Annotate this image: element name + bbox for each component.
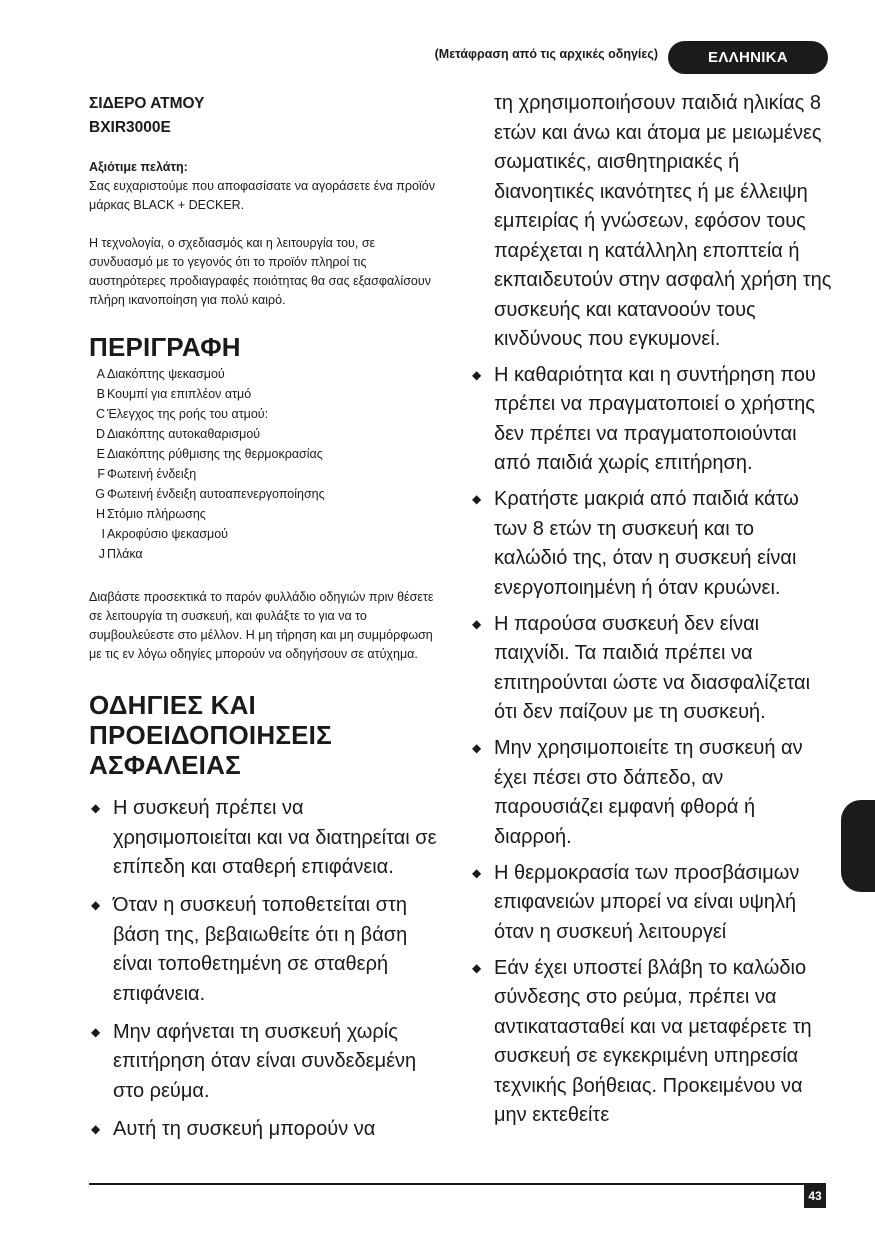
- part-letter: D: [95, 427, 105, 441]
- part-label: Φωτεινή ένδειξη: [107, 467, 197, 481]
- part-letter: G: [95, 487, 105, 501]
- part-label: Πλάκα: [107, 547, 143, 561]
- safety-item-text: Η θερμοκρασία των προσβάσιμων επιφανειών μπορεί να είναι υψηλή όταν η συσκευή λειτουργεί: [494, 861, 800, 943]
- safety-item: [89, 891, 439, 1009]
- salutation: Αξιότιμε πελάτη:: [89, 160, 188, 174]
- safety-item: [470, 361, 832, 479]
- part-letter: E: [96, 447, 105, 461]
- safety-item-text: Μην αφήνεται τη συσκευή χωρίς επιτήρηση όταν είναι συνδεδεμένη στο ρεύμα.: [113, 1020, 417, 1102]
- safety-item-text: Εάν έχει υποστεί βλάβη το καλώδιο σύνδεσης στο ρεύμα, πρέπει να αντικατασταθεί και να μεταφέρετε τη συσκευή σε εγκεκριμένη υπηρεσία τεχνικής βοήθειας. Προκειμένου να μην εκτεθείτε: [494, 956, 812, 1126]
- safety-item: [89, 794, 439, 883]
- diamond-bullet-icon: ◆: [472, 492, 482, 506]
- right-column: [470, 89, 832, 1137]
- safety-list-right: [470, 361, 832, 1131]
- safety-item: [470, 610, 832, 728]
- part-item: [89, 504, 439, 524]
- intro-technology: Η τεχνολογία, ο σχεδιασμός και η λειτουργία του, σε συνδυασμό με το γεγονός ότι το προϊόν πληροί τις αυστηρότερες προδιαγραφές ποιότητας θα σας εξασφαλίσουν πλήρη ικανοποίηση για πολύ καιρό.: [89, 236, 431, 307]
- part-label: Ακροφύσιο ψεκασμού: [107, 527, 229, 541]
- part-item: [89, 384, 439, 404]
- diamond-bullet-icon: ◆: [91, 1121, 101, 1136]
- diamond-bullet-icon: ◆: [472, 367, 482, 382]
- part-letter: B: [96, 387, 105, 401]
- safety-item-text: Η καθαριότητα και η συντήρηση που πρέπει να πραγματοποιεί ο χρήστης δεν πρέπει να πραγματοποιούνται από παιδιά χωρίς επιτήρηση.: [494, 363, 816, 474]
- description-parts-list: [89, 364, 439, 564]
- product-model: BXIR3000E: [89, 119, 171, 136]
- part-item: [89, 464, 439, 484]
- diamond-bullet-icon: ◆: [472, 741, 482, 755]
- safety-item-text: Αυτή τη συσκευή μπορούν να: [113, 1117, 376, 1140]
- safety-item: [470, 859, 832, 948]
- part-letter: F: [97, 467, 105, 481]
- language-badge: ΕΛΛΗΝΙΚΑ: [668, 41, 828, 74]
- safety-item: [470, 485, 832, 603]
- left-column: [89, 92, 439, 1153]
- diamond-bullet-icon: ◆: [472, 616, 482, 631]
- part-item: [89, 424, 439, 444]
- safety-item-continuation: τη χρησιμοποιήσουν παιδιά ηλικίας 8 ετών και άνω και άτομα με μειωμένες σωματικές, αισθητηριακές ή διανοητικές ικανότητες ή με έλλειψη εμπειρίας ή γνώσεων, εφόσον τους παρέχεται η κατάλληλη εποπτεία ή εκπαιδευτούν στην ασφαλή χρήση της συσκευής και κατανοούν τους κινδύνους που εγκυμονεί.: [494, 92, 832, 350]
- section-side-tab: [841, 800, 875, 892]
- part-item: [89, 444, 439, 464]
- part-letter: I: [101, 527, 105, 541]
- diamond-bullet-icon: ◆: [472, 960, 482, 975]
- translation-note: (Μετάφραση από τις αρχικές οδηγίες): [434, 47, 658, 61]
- part-label: Στόμιο πλήρωσης: [107, 507, 206, 521]
- diamond-bullet-icon: ◆: [91, 1024, 101, 1039]
- safety-item: [89, 1115, 439, 1145]
- product-name: ΣΙΔΕΡΟ ΑΤΜΟΥ: [89, 95, 205, 112]
- diamond-bullet-icon: ◆: [91, 801, 101, 815]
- part-item: [89, 404, 439, 424]
- part-letter: C: [95, 407, 105, 421]
- safety-item-text: Όταν η συσκευή τοποθετείται στη βάση της, βεβαιωθείτε ότι η βάση είναι τοποθετημένη σε σταθερή επιφάνεια.: [113, 894, 408, 1005]
- part-letter: H: [95, 507, 105, 521]
- part-letter: J: [98, 547, 105, 561]
- safety-item: [470, 954, 832, 1131]
- read-instructions-warning: Διαβάστε προσεκτικά το παρόν φυλλάδιο οδηγιών πριν θέσετε σε λειτουργία τη συσκευή, και φυλάξτε το για να το συμβουλεύεστε στο μέλλον. Η μη τήρηση και μη συμμόρφωση με τις εν λόγω οδηγίες μπορούν να οδηγήσουν σε ατύχημα.: [89, 590, 434, 661]
- footer-divider: [89, 1183, 826, 1185]
- safety-title-line: ΑΣΦΑΛΕΙΑΣ: [89, 750, 241, 780]
- safety-title: [89, 690, 439, 780]
- part-item: [89, 544, 439, 564]
- diamond-bullet-icon: ◆: [472, 865, 482, 880]
- part-label: Διακόπτης ψεκασμού: [107, 367, 225, 381]
- part-item: [89, 524, 439, 544]
- part-label: Διακόπτης αυτοκαθαρισμού: [107, 427, 261, 441]
- safety-item-text: Μην χρησιμοποιείτε τη συσκευή αν έχει πέσει στο δάπεδο, αν παρουσιάζει εμφανή φθορά ή διαρροή.: [494, 737, 803, 848]
- safety-item-text: Η συσκευή πρέπει να χρησιμοποιείται και να διατηρείται σε επίπεδη και σταθερή επιφάνεια.: [113, 797, 437, 878]
- safety-title-line: ΟΔΗΓΙΕΣ ΚΑΙ: [89, 690, 256, 720]
- safety-title-line: ΠΡΟΕΙΔΟΠΟΙΗΣΕΙΣ: [89, 720, 332, 750]
- part-label: Κουμπί για επιπλέον ατμό: [107, 387, 252, 401]
- diamond-bullet-icon: ◆: [91, 898, 101, 912]
- page-number: 43: [804, 1184, 826, 1208]
- part-item: [89, 484, 439, 504]
- part-label: Διακόπτης ρύθμισης της θερμοκρασίας: [107, 447, 323, 461]
- part-label: Φωτεινή ένδειξη αυτοαπενεργοποίησης: [107, 487, 325, 501]
- part-label: Έλεγχος της ροής του ατμού:: [107, 407, 269, 421]
- safety-item-text: Η παρούσα συσκευή δεν είναι παιχνίδι. Τα παιδιά πρέπει να επιτηρούνται ώστε να διασφαλίζεται ότι δεν παίζουν με τη συσκευή.: [494, 612, 811, 723]
- part-item: [89, 364, 439, 384]
- part-letter: A: [96, 367, 105, 381]
- intro-thanks: Σας ευχαριστούμε που αποφασίσατε να αγοράσετε ένα προϊόν μάρκας BLACK + DECKER.: [89, 179, 435, 212]
- safety-item: [89, 1018, 439, 1107]
- description-title: ΠΕΡΙΓΡΑΦΗ: [89, 332, 241, 362]
- safety-item-text: Κρατήστε μακριά από παιδιά κάτω των 8 ετών τη συσκευή και το καλώδιό της, όταν η συσκευή είναι ενεργοποιημένη ή όταν κρυώνει.: [494, 488, 799, 599]
- safety-item: [470, 734, 832, 852]
- safety-list-left: [89, 794, 439, 1144]
